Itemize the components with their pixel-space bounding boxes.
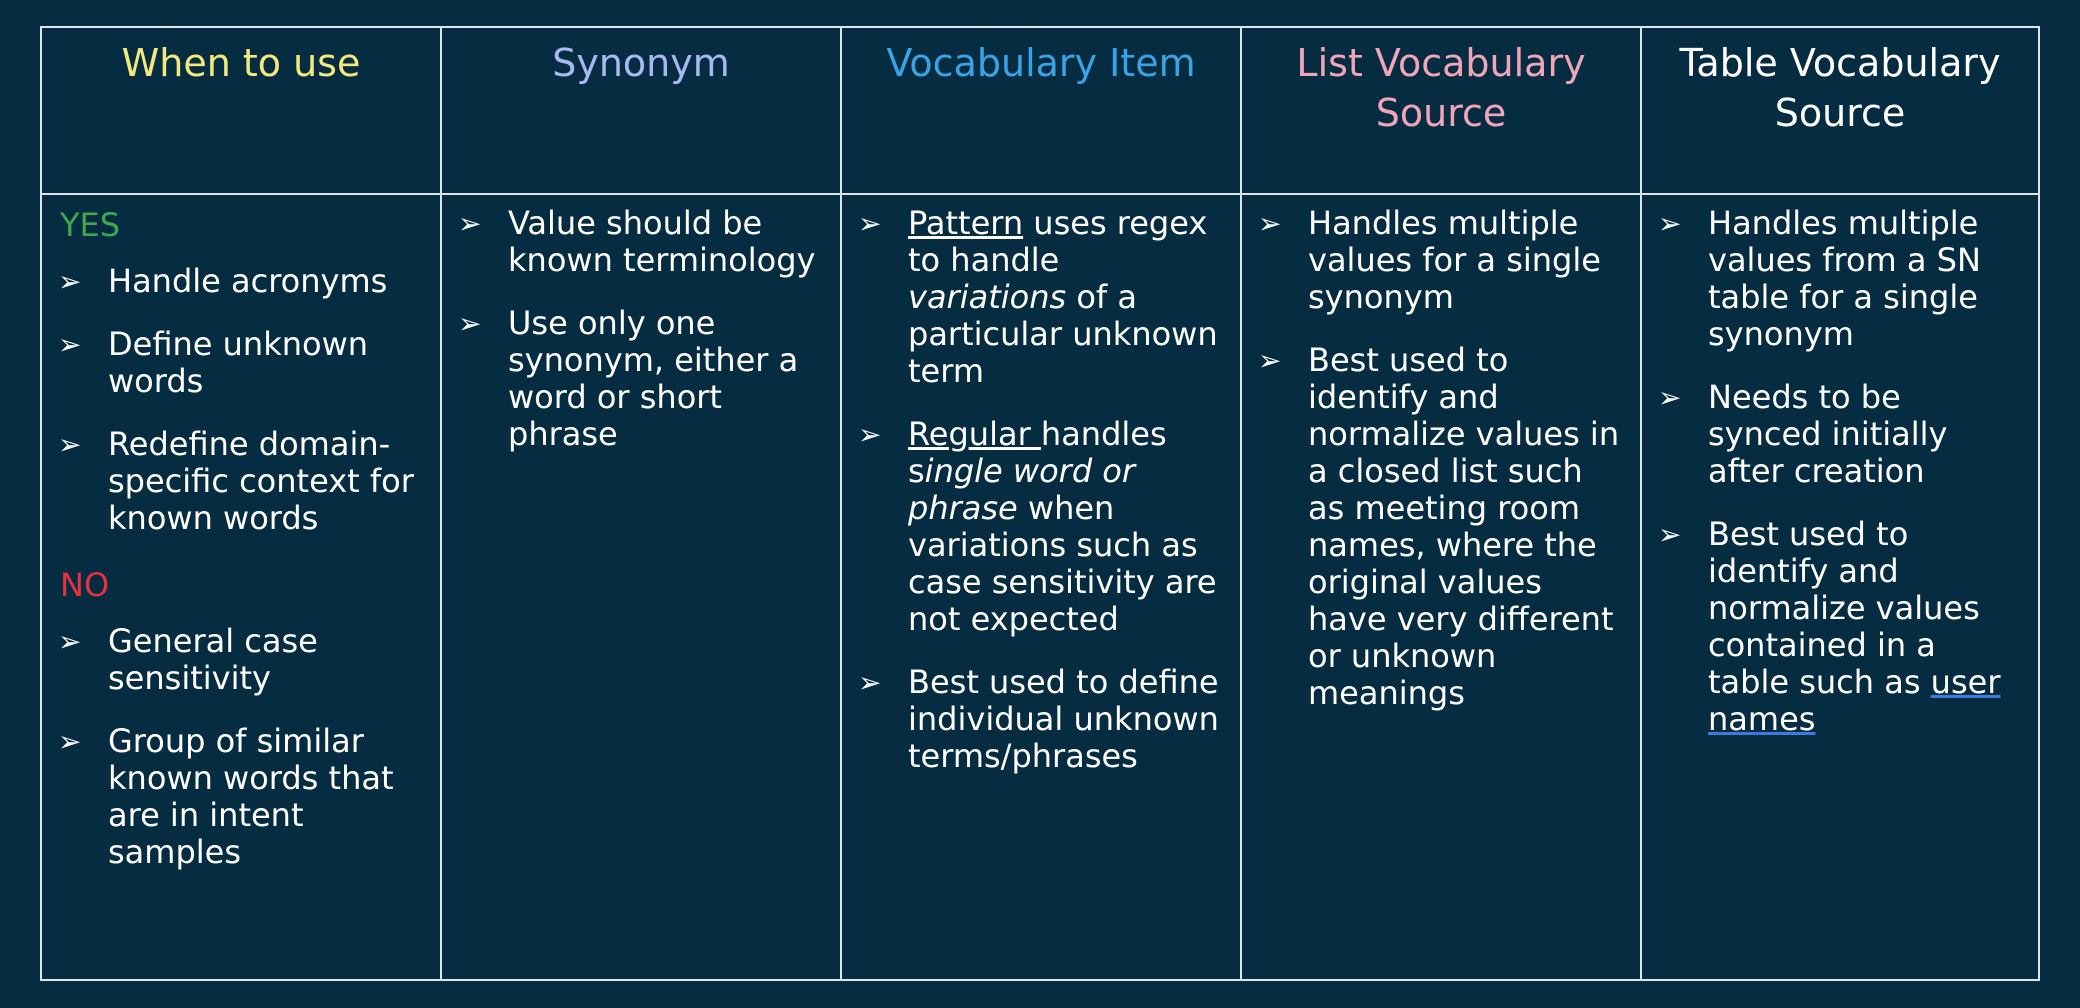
yes-list bbox=[56, 263, 426, 537]
list-item: ➢ Define unknown words bbox=[58, 325, 369, 400]
cell-list-vocabulary-source bbox=[1241, 194, 1641, 980]
header-row bbox=[41, 27, 2039, 194]
list-item: ➢ Best used to define individual unknown terms/phrases bbox=[858, 663, 1219, 775]
header-table-vocabulary-source: Table Vocabulary Source bbox=[1641, 27, 2039, 194]
arrow-bullet-icon: ➢ bbox=[1658, 207, 1682, 240]
list-item: ➢ Needs to be synced initially after creation bbox=[1658, 378, 1948, 490]
arrow-bullet-icon: ➢ bbox=[1658, 518, 1682, 551]
no-label: NO bbox=[60, 566, 110, 604]
arrow-bullet-icon: ➢ bbox=[58, 428, 82, 461]
list-vocab-list bbox=[1256, 205, 1626, 712]
yes-label: YES bbox=[60, 206, 121, 244]
no-list bbox=[56, 623, 426, 871]
arrow-bullet-icon: ➢ bbox=[58, 328, 82, 361]
arrow-bullet-icon: ➢ bbox=[858, 418, 882, 451]
list-item: ➢ Group of similar known words that are in intent samples bbox=[58, 722, 394, 871]
cell-table-vocabulary-source bbox=[1641, 194, 2039, 980]
synonym-list bbox=[456, 205, 826, 453]
cell-vocabulary-item bbox=[841, 194, 1241, 980]
cell-synonym bbox=[441, 194, 841, 980]
list-item: ➢ Redefine domain-specific context for known words bbox=[58, 425, 414, 537]
cell-when-to-use bbox=[41, 194, 441, 980]
list-item: ➢ Best used to identify and normalize values contained in a table such as user names bbox=[1658, 515, 2001, 738]
list-item: ➢ Handles multiple values for a single synonym bbox=[1258, 204, 1601, 316]
arrow-bullet-icon: ➢ bbox=[858, 207, 882, 240]
user-names-text: user names bbox=[1708, 663, 2001, 738]
vocab-list bbox=[856, 205, 1226, 775]
arrow-bullet-icon: ➢ bbox=[1258, 344, 1282, 377]
list-item: ➢ Handle acronyms bbox=[58, 262, 388, 300]
list-item: ➢ General case sensitivity bbox=[58, 622, 318, 697]
comparison-table bbox=[40, 26, 2040, 981]
arrow-bullet-icon: ➢ bbox=[458, 307, 482, 340]
arrow-bullet-icon: ➢ bbox=[58, 625, 82, 658]
header-synonym: Synonym bbox=[441, 27, 841, 194]
table-vocab-list bbox=[1656, 205, 2024, 738]
arrow-bullet-icon: ➢ bbox=[858, 666, 882, 699]
arrow-bullet-icon: ➢ bbox=[58, 265, 82, 298]
list-item: ➢ Handles multiple values from a SN table for a single synonym bbox=[1658, 204, 1981, 353]
list-item: ➢ Regular handles single word or phrase when variations such as case sensitivity are not expected bbox=[858, 415, 1217, 638]
body-row bbox=[41, 194, 2039, 980]
list-item: ➢ Use only one synonym, either a word or short phrase bbox=[458, 304, 799, 453]
arrow-bullet-icon: ➢ bbox=[58, 725, 82, 758]
list-item: ➢ Pattern uses regex to handle variations of a particular unknown term bbox=[858, 204, 1218, 390]
arrow-bullet-icon: ➢ bbox=[1258, 207, 1282, 240]
header-vocabulary-item: Vocabulary Item bbox=[841, 27, 1241, 194]
header-when-to-use: When to use bbox=[41, 27, 441, 194]
header-list-vocabulary-source: List Vocabulary Source bbox=[1241, 27, 1641, 194]
arrow-bullet-icon: ➢ bbox=[1658, 381, 1682, 414]
arrow-bullet-icon: ➢ bbox=[458, 207, 482, 240]
list-item: ➢ Value should be known terminology bbox=[458, 204, 816, 279]
list-item: ➢ Best used to identify and normalize values in a closed list such as meeting room names, where the original values have very different or unknown meanings bbox=[1258, 341, 1620, 712]
